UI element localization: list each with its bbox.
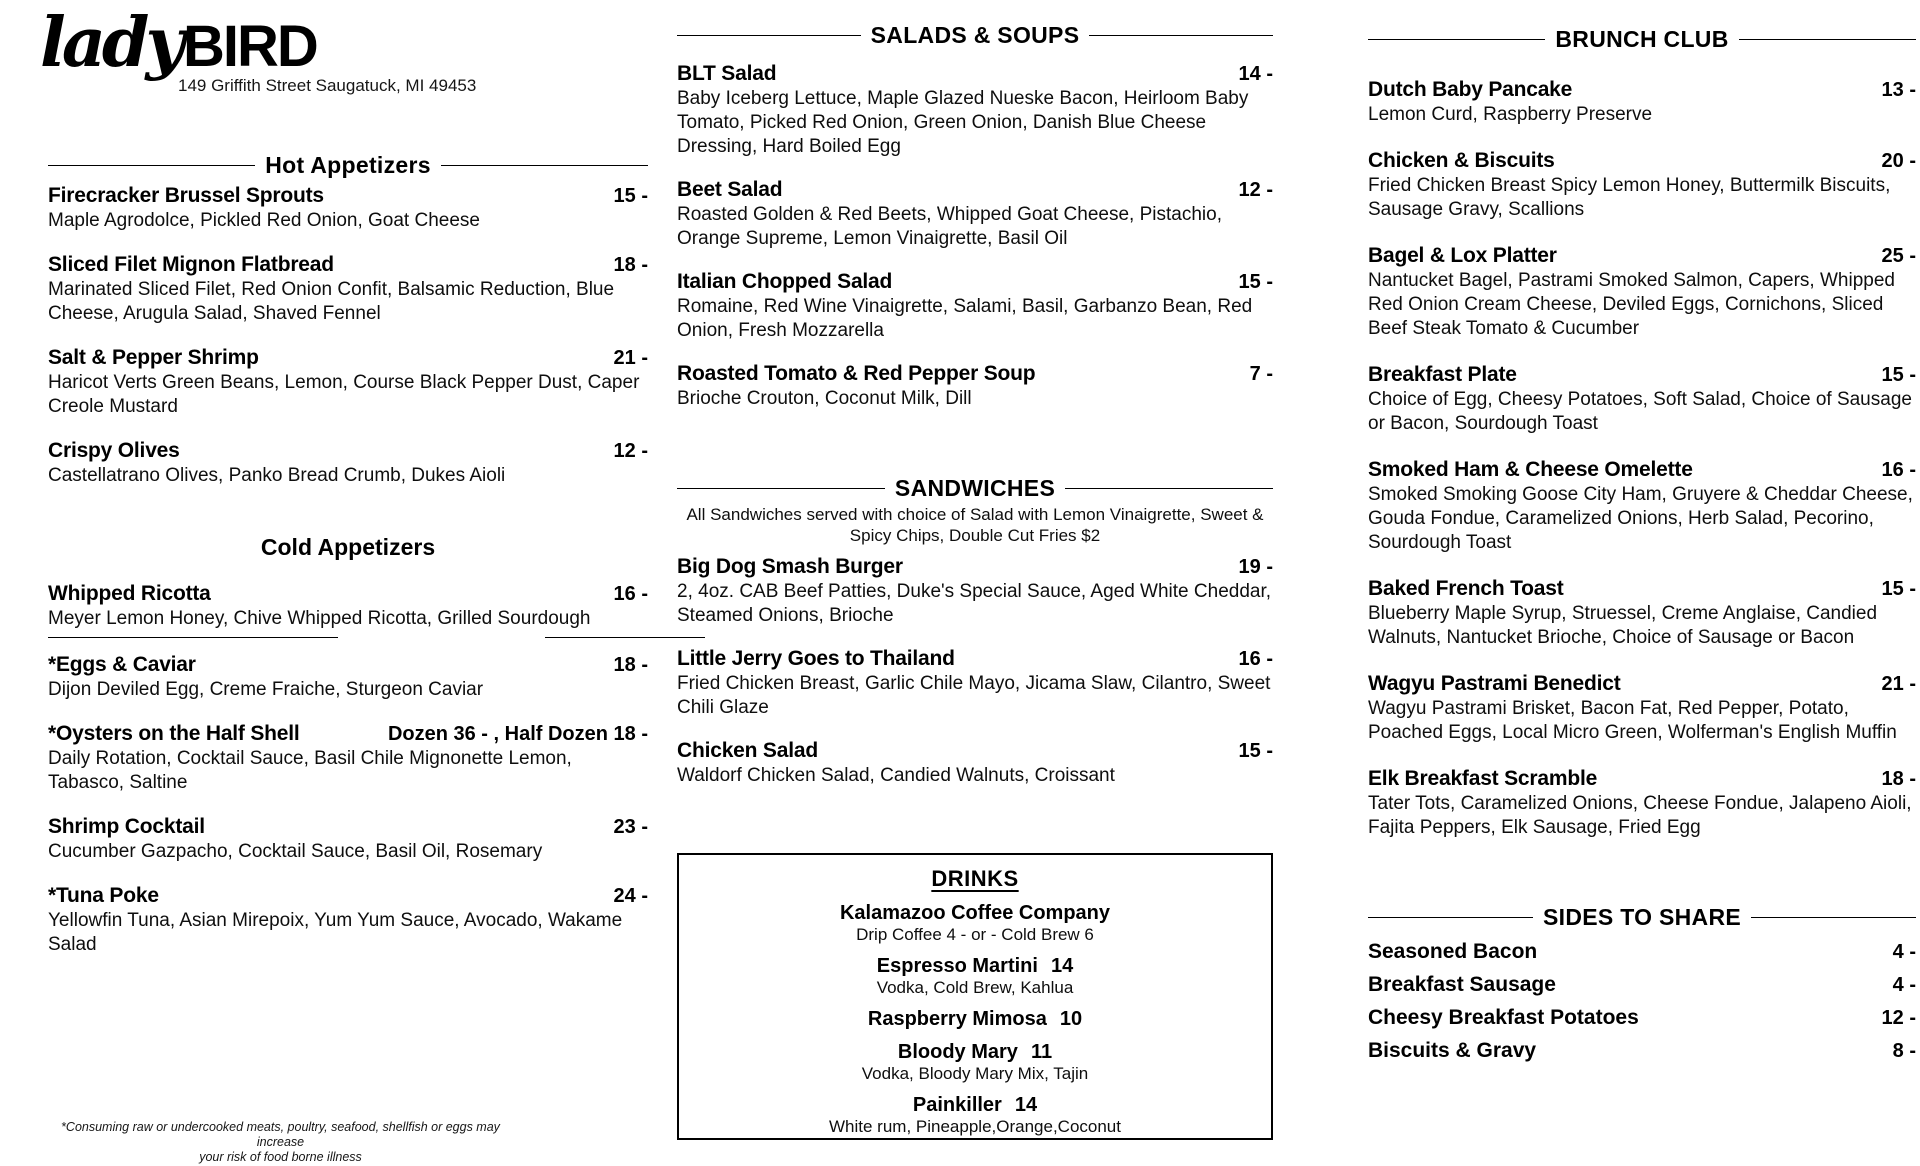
item-description: Daily Rotation, Cocktail Sauce, Basil Chile Mignonette Lemon, Tabasco, Saltine bbox=[48, 748, 572, 793]
menu-item-oysters-half-shell bbox=[48, 721, 648, 795]
item-description: Haricot Verts Green Beans, Lemon, Course Black Pepper Dust, Caper Creole Mustard bbox=[48, 372, 640, 417]
item-name: *Oysters on the Half Shell bbox=[48, 722, 300, 745]
item-name: Elk Breakfast Scramble bbox=[1368, 767, 1598, 790]
item-description: Tater Tots, Caramelized Onions, Cheese Fondue, Jalapeno Aioli, Fajita Peppers, Elk Sausage, Fried Egg bbox=[1368, 793, 1912, 838]
item-description: Yellowfin Tuna, Asian Mirepoix, Yum Yum Sauce, Avocado, Wakame Salad bbox=[48, 910, 623, 955]
item-name: *Tuna Poke bbox=[48, 884, 159, 907]
menu-item-eggs-caviar bbox=[48, 652, 648, 702]
item-price: 24 - bbox=[613, 885, 648, 907]
item-description: Lemon Curd, Raspberry Preserve bbox=[1368, 104, 1653, 125]
item-name: Salt & Pepper Shrimp bbox=[48, 346, 259, 369]
item-description: 2, 4oz. CAB Beef Patties, Duke's Special Sauce, Aged White Cheddar, Steamed Onions, Brioche bbox=[677, 581, 1272, 626]
item-price: 16 - bbox=[1881, 459, 1916, 481]
item-name: Breakfast Plate bbox=[1368, 363, 1517, 386]
menu-item-shrimp-cocktail bbox=[48, 814, 648, 864]
item-name: Firecracker Brussel Sprouts bbox=[48, 184, 324, 207]
header-rule-right bbox=[441, 165, 648, 166]
sandwiches-note: All Sandwiches served with choice of Salad with Lemon Vinaigrette, Sweet & Spicy Chips, Double Cut Fries $2 bbox=[686, 505, 1264, 545]
item-description: Nantucket Bagel, Pastrami Smoked Salmon, Capers, Whipped Red Onion Cream Cheese, Deviled Eggs, Cornichons, Sliced Beef Steak Tomato & Cucumber bbox=[1368, 270, 1895, 339]
item-name: Bagel & Lox Platter bbox=[1368, 244, 1557, 267]
item-description: White rum, Pineapple,Orange,Coconut bbox=[829, 1117, 1121, 1136]
menu-item-italian-chopped-salad bbox=[677, 269, 1273, 343]
item-description: Choice of Egg, Cheesy Potatoes, Soft Salad, Choice of Sausage or Bacon, Sourdough Toast bbox=[1368, 389, 1912, 434]
section-title: SALADS & SOUPS bbox=[870, 22, 1080, 48]
logo-script-text: lady bbox=[40, 3, 181, 83]
section-header-cold-appetizers: Cold Appetizers bbox=[260, 534, 436, 560]
item-name: Kalamazoo Coffee Company bbox=[839, 902, 1111, 924]
item-price: 16 - bbox=[613, 583, 648, 605]
item-price: 15 - bbox=[1238, 740, 1273, 762]
menu-item-elk-breakfast-scramble bbox=[1368, 766, 1916, 840]
menu-item-chicken-salad bbox=[677, 738, 1273, 788]
header-rule-left bbox=[677, 35, 861, 36]
right-column bbox=[1368, 26, 1916, 1071]
item-price: 11 bbox=[1030, 1041, 1053, 1063]
section-title: Hot Appetizers bbox=[265, 152, 431, 178]
item-price: 13 - bbox=[1881, 79, 1916, 101]
drinks-box bbox=[677, 853, 1273, 1140]
item-name: Smoked Ham & Cheese Omelette bbox=[1368, 458, 1693, 481]
item-name: Dutch Baby Pancake bbox=[1368, 78, 1573, 101]
item-price: 18 - bbox=[613, 654, 648, 676]
item-name: Little Jerry Goes to Thailand bbox=[677, 647, 955, 670]
menu-item-bagel-lox-platter bbox=[1368, 243, 1916, 341]
item-description: Smoked Smoking Goose City Ham, Gruyere & Cheddar Cheese, Gouda Fondue, Caramelized Onions, Herb Salad, Pecorino, Sourdough Toast bbox=[1368, 484, 1913, 553]
menu-item-roasted-tomato-red-pepper-soup bbox=[677, 361, 1273, 411]
item-price: 15 - bbox=[613, 185, 648, 207]
item-name: Breakfast Sausage bbox=[1368, 973, 1556, 996]
item-name: Seasoned Bacon bbox=[1368, 940, 1538, 963]
header-rule-left bbox=[1368, 917, 1533, 918]
left-column bbox=[48, 152, 648, 976]
item-description: Fried Chicken Breast, Garlic Chile Mayo, Jicama Slaw, Cilantro, Sweet Chili Glaze bbox=[677, 673, 1271, 718]
item-name: BLT Salad bbox=[677, 62, 777, 85]
item-name: Cheesy Breakfast Potatoes bbox=[1368, 1006, 1639, 1029]
menu-item-tuna-poke bbox=[48, 883, 648, 957]
menu-item-beet-salad bbox=[677, 177, 1273, 251]
side-item-seasoned-bacon bbox=[1368, 939, 1916, 965]
item-price: 23 - bbox=[613, 816, 648, 838]
item-price: 8 - bbox=[1892, 1040, 1916, 1062]
section-title: BRUNCH CLUB bbox=[1555, 26, 1729, 52]
item-price: 7 - bbox=[1249, 363, 1273, 385]
side-item-cheesy-breakfast-potatoes bbox=[1368, 1005, 1916, 1031]
item-price: 10 bbox=[1059, 1008, 1083, 1030]
drink-item-bloody-mary bbox=[679, 1040, 1271, 1084]
header-rule-left bbox=[48, 165, 255, 166]
menu-item-crispy-olives bbox=[48, 438, 648, 488]
item-name: Sliced Filet Mignon Flatbread bbox=[48, 253, 334, 276]
menu-item-dutch-baby-pancake bbox=[1368, 77, 1916, 127]
disclaimer-line-2: your risk of food borne illness bbox=[199, 1150, 362, 1164]
item-name: Whipped Ricotta bbox=[48, 582, 211, 605]
item-name: Crispy Olives bbox=[48, 439, 180, 462]
item-description: Dijon Deviled Egg, Creme Fraiche, Sturgeon Caviar bbox=[48, 679, 484, 700]
item-price: 12 - bbox=[613, 440, 648, 462]
menu-item-big-dog-smash-burger bbox=[677, 554, 1273, 628]
menu-item-smoked-ham-cheese-omelette bbox=[1368, 457, 1916, 555]
item-description: Roasted Golden & Red Beets, Whipped Goat Cheese, Pistachio, Orange Supreme, Lemon Vinaigrette, Basil Oil bbox=[677, 204, 1222, 249]
item-description: Vodka, Bloody Mary Mix, Tajin bbox=[861, 1064, 1089, 1083]
item-name: Painkiller bbox=[912, 1094, 1002, 1116]
item-price: 4 - bbox=[1892, 941, 1916, 963]
item-name: Biscuits & Gravy bbox=[1368, 1039, 1537, 1062]
item-description: Blueberry Maple Syrup, Struessel, Creme Anglaise, Candied Walnuts, Nantucket Brioche, Choice of Sausage or Bacon bbox=[1368, 603, 1878, 648]
restaurant-logo bbox=[40, 3, 477, 96]
header-rule-left bbox=[1368, 39, 1545, 40]
item-price: 15 - bbox=[1881, 578, 1916, 600]
header-rule-left bbox=[677, 488, 885, 489]
item-name: Chicken Salad bbox=[677, 739, 818, 762]
item-name: Bloody Mary bbox=[897, 1041, 1018, 1063]
item-price: 18 - bbox=[1881, 768, 1916, 790]
item-description: Meyer Lemon Honey, Chive Whipped Ricotta, Grilled Sourdough bbox=[48, 608, 591, 629]
item-price: 15 - bbox=[1238, 271, 1273, 293]
side-item-biscuits-gravy bbox=[1368, 1038, 1916, 1064]
logo-bold-text: BIRD bbox=[182, 14, 317, 79]
logo-wordmark bbox=[40, 3, 476, 83]
item-price: 25 - bbox=[1881, 245, 1916, 267]
menu-item-breakfast-plate bbox=[1368, 362, 1916, 436]
section-header-salads-soups bbox=[677, 22, 1273, 49]
item-price: 12 - bbox=[1238, 179, 1273, 201]
item-description: Cucumber Gazpacho, Cocktail Sauce, Basil Oil, Rosemary bbox=[48, 841, 543, 862]
sides-section bbox=[1368, 904, 1916, 1064]
item-name: Chicken & Biscuits bbox=[1368, 149, 1555, 172]
item-description: Wagyu Pastrami Brisket, Bacon Fat, Red Pepper, Potato, Poached Eggs, Local Micro Green, Wolferman's English Muffin bbox=[1368, 698, 1897, 743]
menu-item-baked-french-toast bbox=[1368, 576, 1916, 650]
item-price: 14 - bbox=[1238, 63, 1273, 85]
raw-food-disclaimer bbox=[48, 1120, 513, 1165]
side-item-breakfast-sausage bbox=[1368, 972, 1916, 998]
item-description: Baby Iceberg Lettuce, Maple Glazed Nueske Bacon, Heirloom Baby Tomato, Picked Red Onion, Green Onion, Danish Blue Cheese Dressing, Hard Boiled Egg bbox=[677, 88, 1249, 157]
header-rule-right bbox=[1739, 39, 1916, 40]
section-header-brunch-club bbox=[1368, 26, 1916, 53]
menu-item-sliced-filet-mignon-flatbread bbox=[48, 252, 648, 326]
item-name: Roasted Tomato & Red Pepper Soup bbox=[677, 362, 1036, 385]
item-name: Big Dog Smash Burger bbox=[677, 555, 903, 578]
item-price: 4 - bbox=[1892, 974, 1916, 996]
item-price: 14 bbox=[1050, 955, 1074, 977]
item-description: Drip Coffee 4 - or - Cold Brew 6 bbox=[856, 925, 1094, 944]
section-header-drinks: DRINKS bbox=[931, 866, 1019, 891]
item-name: Beet Salad bbox=[677, 178, 783, 201]
menu-item-wagyu-pastrami-benedict bbox=[1368, 671, 1916, 745]
menu-item-salt-pepper-shrimp bbox=[48, 345, 648, 419]
item-name: Baked French Toast bbox=[1368, 577, 1564, 600]
item-description: Maple Agrodolce, Pickled Red Onion, Goat Cheese bbox=[48, 210, 480, 231]
item-price: 21 - bbox=[613, 347, 648, 369]
item-description: Brioche Crouton, Coconut Milk, Dill bbox=[677, 388, 972, 409]
item-price: 21 - bbox=[1881, 673, 1916, 695]
section-title: SANDWICHES bbox=[894, 475, 1056, 501]
item-price: 20 - bbox=[1881, 150, 1916, 172]
menu-item-blt-salad bbox=[677, 61, 1273, 159]
menu-item-firecracker-brussel-sprouts bbox=[48, 183, 648, 233]
section-header-hot-appetizers bbox=[48, 152, 648, 179]
header-rule-right bbox=[1089, 35, 1273, 36]
section-header-sides-to-share bbox=[1368, 904, 1916, 931]
section-title: SIDES TO SHARE bbox=[1542, 904, 1742, 930]
item-price: 14 bbox=[1014, 1094, 1038, 1116]
item-description: Fried Chicken Breast Spicy Lemon Honey, Buttermilk Biscuits, Sausage Gravy, Scallions bbox=[1368, 175, 1891, 220]
item-description: Castellatrano Olives, Panko Bread Crumb, Dukes Aioli bbox=[48, 465, 506, 486]
item-name: Shrimp Cocktail bbox=[48, 815, 205, 838]
drink-item-painkiller bbox=[679, 1093, 1271, 1137]
divider-rule-left bbox=[48, 637, 338, 638]
restaurant-address: 149 Griffith Street Saugatuck, MI 49453 bbox=[178, 76, 477, 95]
item-price: Dozen 36 - , Half Dozen 18 - bbox=[387, 723, 648, 745]
drink-item-kalamazoo-coffee-company bbox=[679, 901, 1271, 945]
divider bbox=[48, 637, 648, 640]
sandwiches-section bbox=[677, 475, 1273, 788]
item-price: 16 - bbox=[1238, 648, 1273, 670]
item-description: Romaine, Red Wine Vinaigrette, Salami, Basil, Garbanzo Bean, Red Onion, Fresh Mozzarella bbox=[677, 296, 1253, 341]
item-price: 15 - bbox=[1881, 364, 1916, 386]
item-description: Vodka, Cold Brew, Kahlua bbox=[876, 978, 1074, 997]
disclaimer-line-1: *Consuming raw or undercooked meats, poultry, seafood, shellfish or eggs may increase bbox=[61, 1120, 500, 1149]
item-name: Italian Chopped Salad bbox=[677, 270, 893, 293]
item-description: Marinated Sliced Filet, Red Onion Confit, Balsamic Reduction, Blue Cheese, Arugula Salad, Shaved Fennel bbox=[48, 279, 615, 324]
middle-column bbox=[677, 16, 1273, 806]
menu-item-chicken-biscuits bbox=[1368, 148, 1916, 222]
drink-item-raspberry-mimosa bbox=[679, 1007, 1271, 1031]
item-description: Waldorf Chicken Salad, Candied Walnuts, Croissant bbox=[677, 765, 1115, 786]
item-name: Wagyu Pastrami Benedict bbox=[1368, 672, 1621, 695]
drink-item-espresso-martini bbox=[679, 954, 1271, 998]
header-rule-right bbox=[1065, 488, 1273, 489]
item-name: Espresso Martini bbox=[876, 955, 1038, 977]
header-rule-right bbox=[1751, 917, 1916, 918]
section-header-sandwiches bbox=[677, 475, 1273, 502]
item-price: 19 - bbox=[1238, 556, 1273, 578]
item-price: 12 - bbox=[1881, 1007, 1916, 1029]
menu-item-little-jerry-goes-to-thailand bbox=[677, 646, 1273, 720]
item-name: Raspberry Mimosa bbox=[867, 1008, 1047, 1030]
menu-item-whipped-ricotta bbox=[48, 581, 648, 631]
item-price: 18 - bbox=[613, 254, 648, 276]
item-name: *Eggs & Caviar bbox=[48, 653, 196, 676]
